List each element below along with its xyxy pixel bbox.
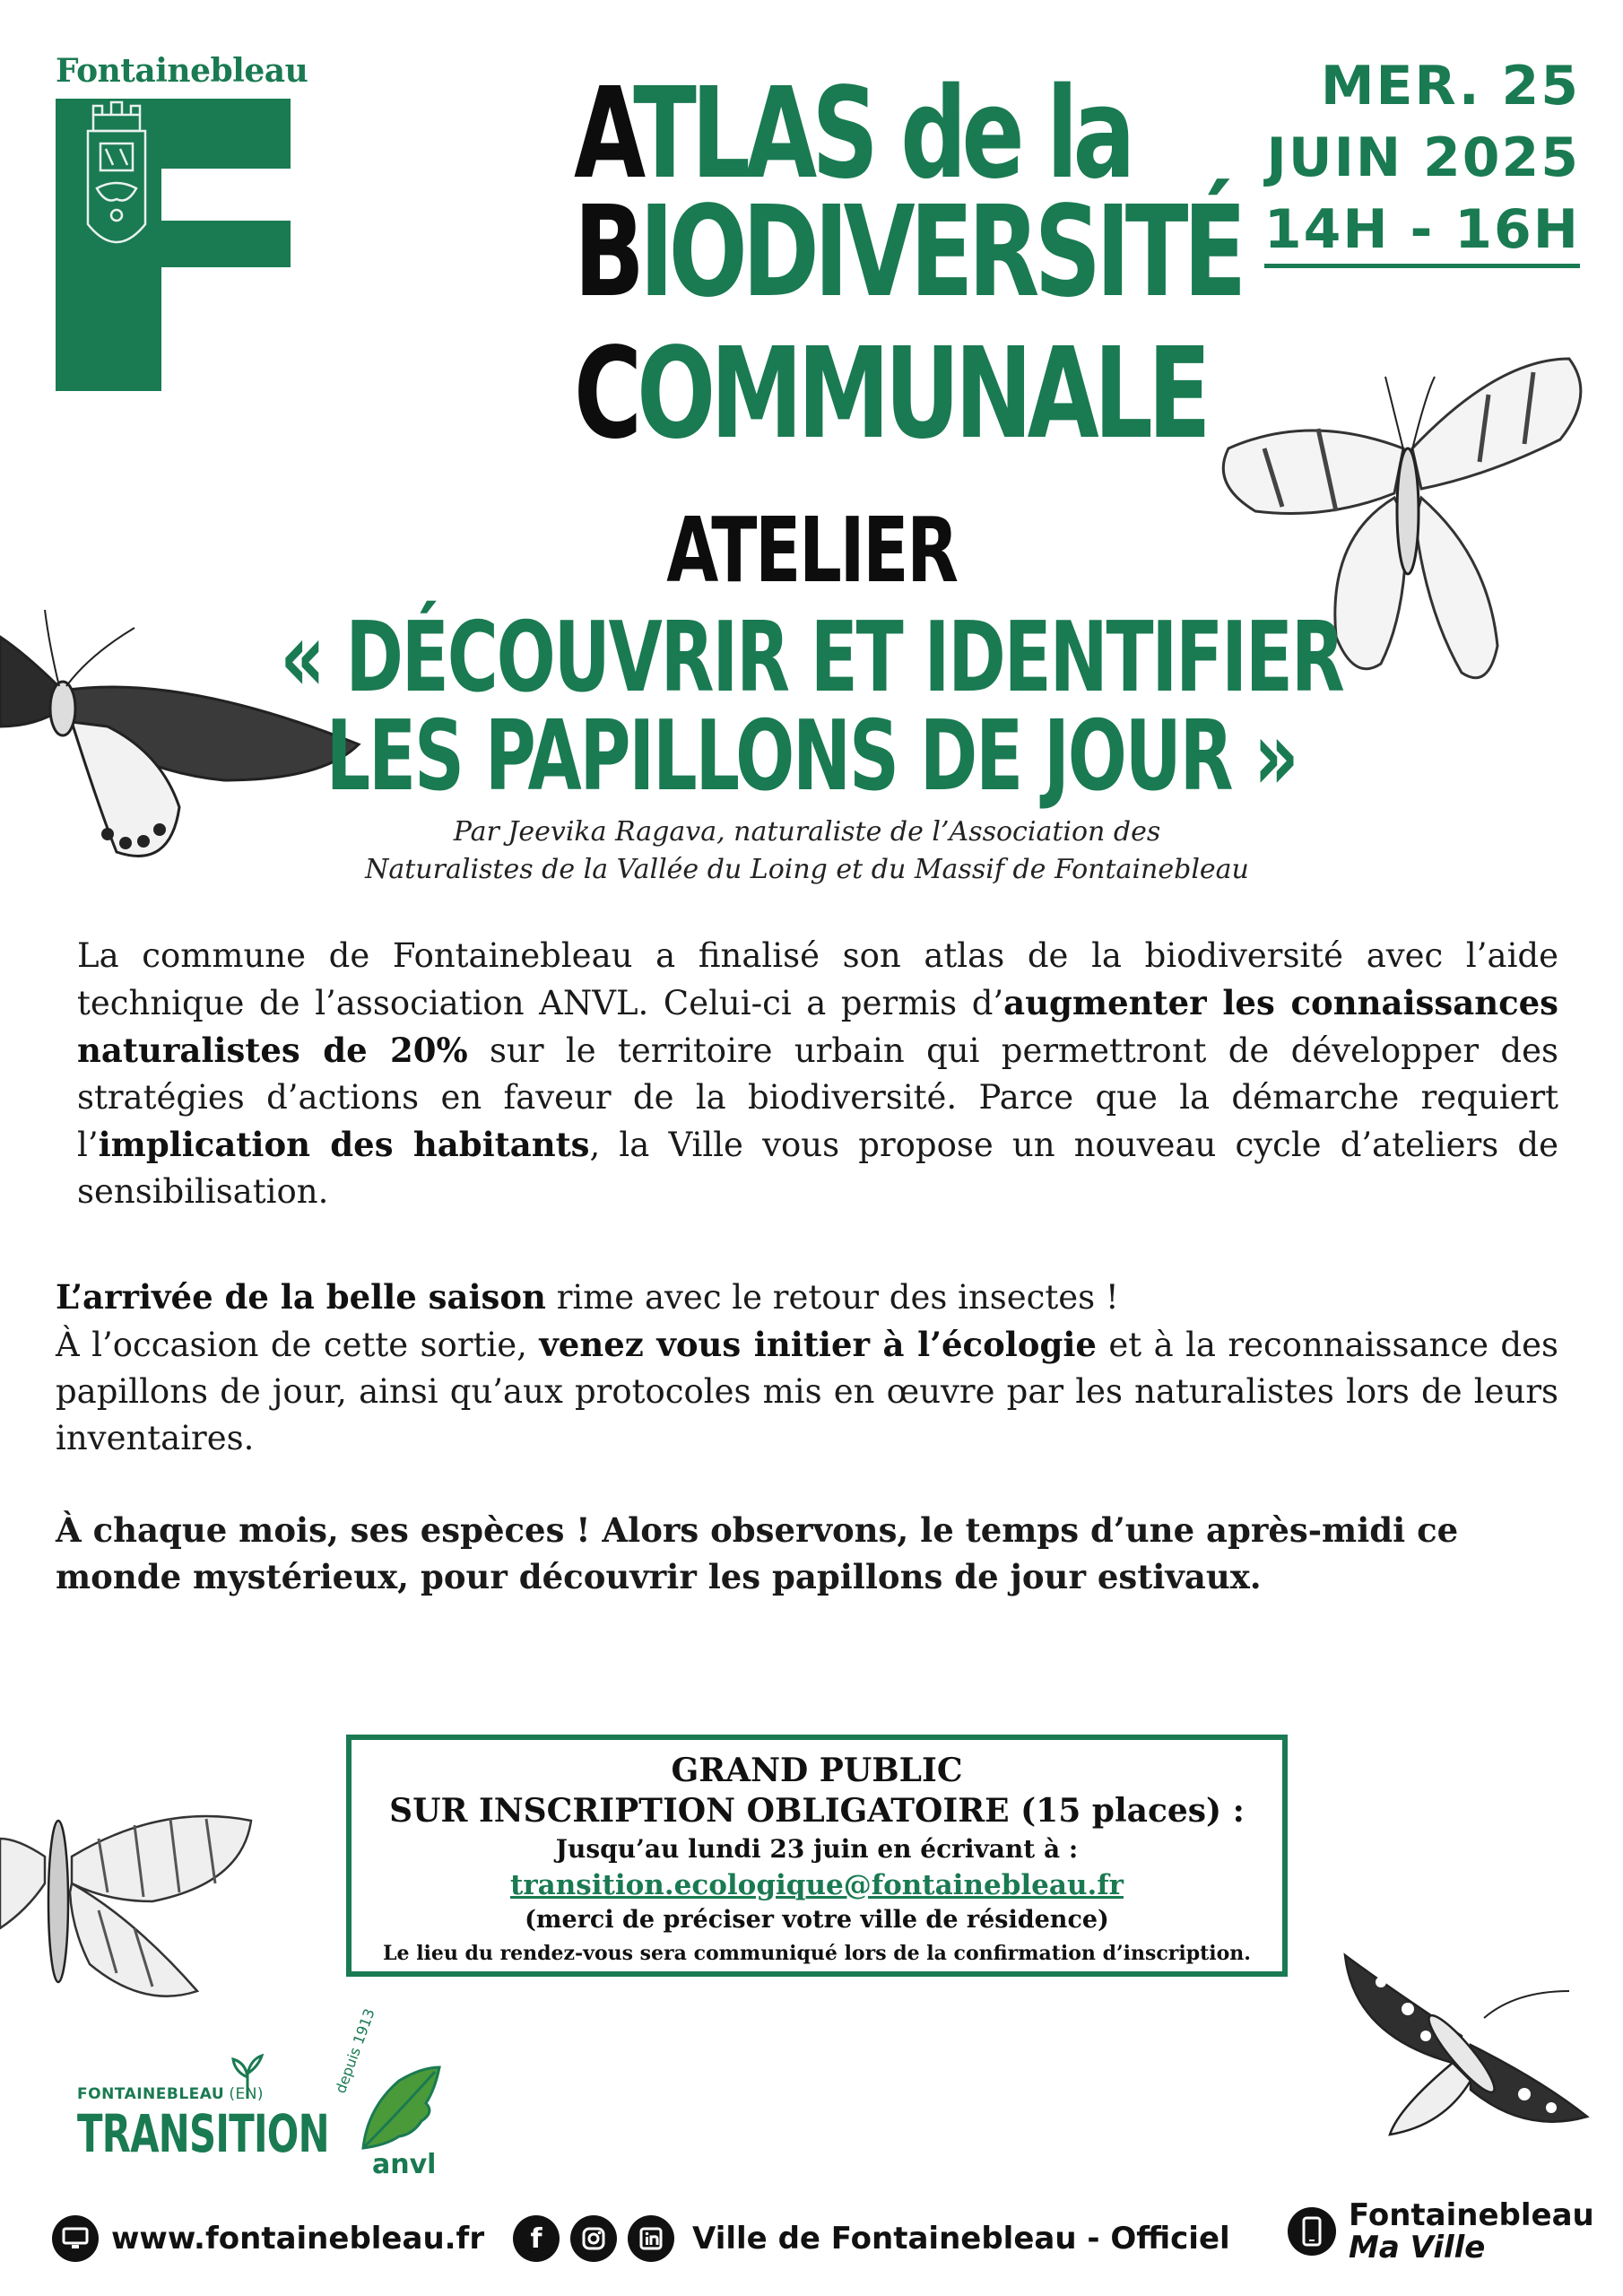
footer-social [513,2215,1230,2262]
meeting-place-note: Le lieu du rendez-vous sera communiqué lors de la confirmation d’inscription. [383,1942,1251,1965]
registration-deadline: Jusqu’au lundi 23 juin en écrivant à : [555,1834,1079,1864]
footer-website[interactable] [52,2215,484,2262]
season-bold-lead: L’arrivée de la belle saison [56,1277,546,1317]
title-rest-2: IODIVERSITÉ [639,179,1242,326]
registration-box [346,1735,1288,1977]
title-cap-c: C [574,321,638,467]
workshop-title-line-1: « DÉCOUVRIR ET IDENTIFIER [280,602,1343,714]
title-cap-b: B [574,179,640,326]
logo-wordmark: Fontainebleau [56,52,308,90]
title-line-1 [574,61,1131,207]
season-paragraph [56,1274,1558,1462]
app-name-line-2: Ma Ville [1349,2230,1486,2266]
anvl-logo [332,2006,466,2188]
intro-bold-involvement: implication des habitants [98,1125,590,1164]
intro-text-e: , la Ville vous propose un nouveau cycle d’ateliers de sensibilisation. [77,1126,1558,1211]
intro-paragraph [77,933,1558,1215]
season-bold-ecology: venez vous initier à l’écologie [539,1325,1097,1364]
instagram-icon[interactable] [570,2215,617,2262]
footer-app[interactable] [1288,2199,1594,2264]
social-account-label[interactable]: Ville de Fontainebleau - Officiel [692,2221,1230,2257]
app-name-line-1: Fontainebleau [1349,2197,1594,2233]
title-cap-a: A [574,61,634,207]
event-day: MER. 25 [1320,55,1580,117]
title-line-3 [574,321,1206,467]
anvl-since: depuis 1913 [332,2006,378,2096]
registration-email-link[interactable]: transition.ecologique@fontainebleau.fr [510,1869,1124,1901]
fontainebleau-en-transition-logo [77,2085,329,2184]
sprout-icon [230,2054,265,2099]
workshop-title-line-2: LES PAPILLONS DE JOUR » [325,700,1298,813]
byline-line-1: Par Jeevika Ragava, naturaliste de l’Association des [453,816,1161,848]
event-time: 14H - 16H [1264,203,1580,268]
intro-bold-stat: augmenter les connaissances naturalistes de 20% [77,983,1558,1070]
computer-icon [52,2215,99,2262]
season-text-b: rime avec le retour des insectes ! [545,1278,1119,1317]
byline-line-2: Naturalistes de la Vallée du Loing et du Massif de Fontainebleau [365,854,1249,885]
event-month: JUIN 2025 [1266,126,1580,189]
fontainebleau-logo-f [56,99,291,391]
intro-text-c: sur le territoire urbain qui permettront de développer des stratégies d’actions en faveur de la biodiversité. Parce que la démarche requiert l’ [77,1031,1559,1164]
residence-note: (merci de préciser votre ville de résidence) [525,1906,1109,1934]
atelier-label: ATELIER [666,498,957,603]
season-text-c: À l’occasion de cette sortie, [56,1326,540,1364]
title-line-2 [574,179,1242,326]
butterfly-bottom-left-illustration [0,1785,260,2018]
call-to-action-paragraph: À chaque mois, ses espèces ! Alors observons, le temps d’une après-midi ce monde mystérieux, pour découvrir les papillons de jour estivaux. [56,1510,1459,1596]
facebook-icon[interactable]: f [513,2215,560,2262]
app-name [1349,2199,1594,2264]
audience-label: GRAND PUBLIC [671,1752,963,1789]
registration-required: SUR INSCRIPTION OBLIGATOIRE (15 places) : [389,1792,1245,1830]
linkedin-icon[interactable] [628,2215,674,2262]
transition-logo-word: TRANSITION [77,2103,329,2164]
transition-logo-en: (EN) [229,2085,265,2103]
title-rest-3: OMMUNALE [637,321,1206,467]
website-link[interactable]: www.fontainebleau.fr [111,2221,485,2257]
oak-leaf-icon [350,2063,448,2152]
intro-text-a: La commune de Fontainebleau a finalisé son atlas de la biodiversité avec l’aide technique de l’association ANVL. Celui-ci a permis d’ [77,936,1558,1022]
transition-logo-city: FONTAINEBLEAU [77,2085,225,2103]
season-text-e: et à la reconnaissance des papillons de jour, ainsi qu’aux protocoles mis en œuvre par les naturalistes lors de leurs inventaires. [56,1326,1559,1457]
anvl-name: anvl [372,2149,437,2180]
smartphone-icon [1288,2207,1336,2256]
title-rest-1: TLAS de la [633,61,1131,207]
moth-bottom-right-illustration [1327,1928,1596,2152]
